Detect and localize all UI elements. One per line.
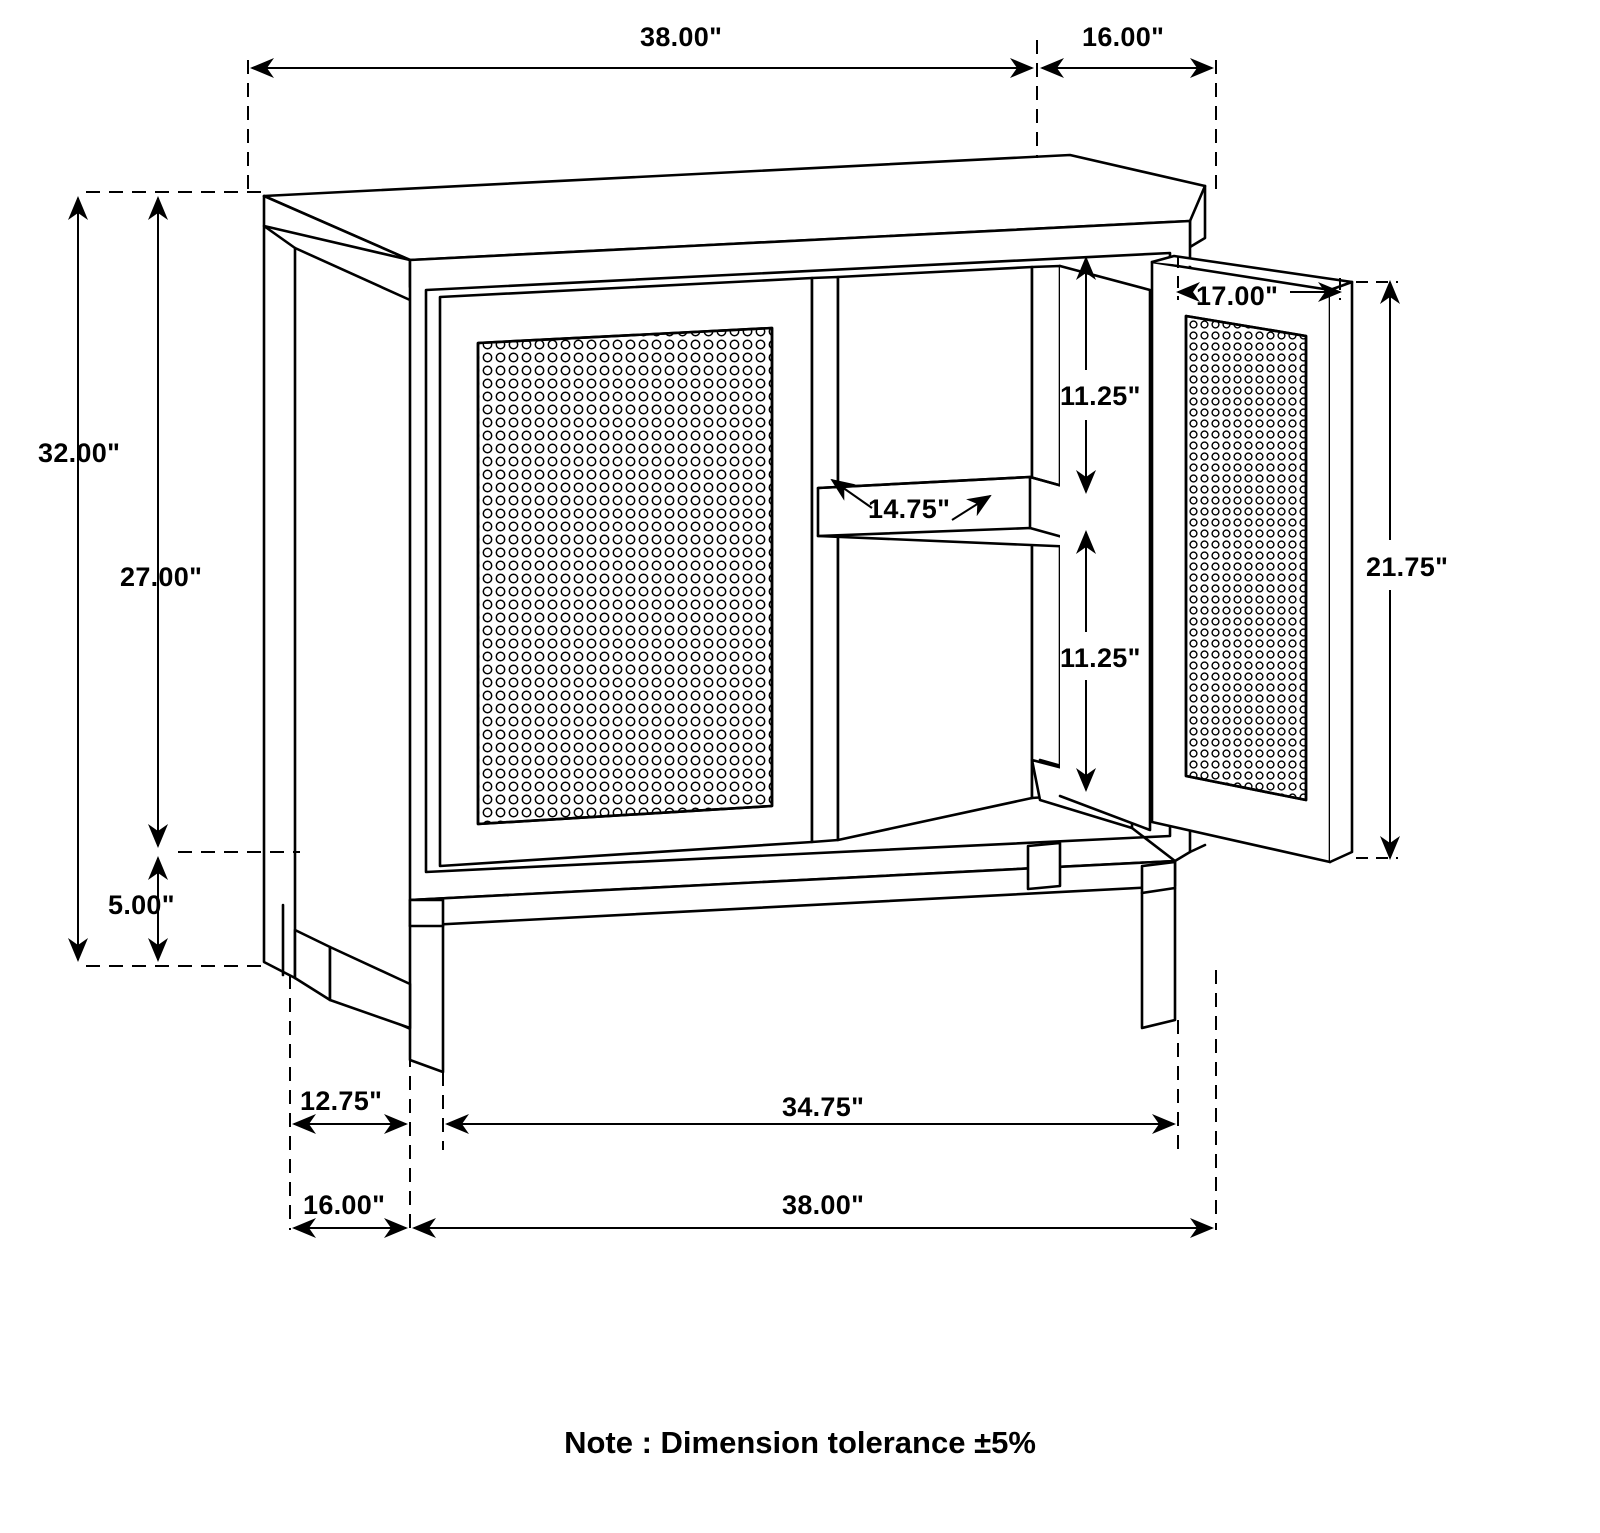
dim-label-body-height: 27.00" <box>120 562 203 592</box>
tolerance-note: Note : Dimension tolerance ±5% <box>564 1425 1036 1460</box>
left-door-closed <box>440 278 812 866</box>
cabinet-interior <box>812 266 1150 842</box>
dim-label-door-height: 21.75" <box>1366 552 1449 582</box>
cabinet-left-side <box>264 226 413 1030</box>
dim-label-overall-height: 32.00" <box>38 438 121 468</box>
right-door-open <box>1152 256 1352 862</box>
dim-label-compartment-upper: 11.25" <box>1060 381 1141 411</box>
dim-label-base-depth: 12.75" <box>300 1086 383 1116</box>
dim-label-bottom-width: 38.00" <box>782 1190 865 1220</box>
dim-label-base-width: 34.75" <box>782 1092 865 1122</box>
dim-label-bottom-depth: 16.00" <box>303 1190 386 1220</box>
dim-label-compartment-lower: 11.25" <box>1060 643 1141 673</box>
dim-label-leg-height: 5.00" <box>108 890 175 920</box>
dim-label-shelf-depth: 14.75" <box>868 494 951 524</box>
dim-label-door-width: 17.00" <box>1196 281 1279 311</box>
dim-label-top-width-main: 38.00" <box>640 22 723 52</box>
dim-label-top-depth: 16.00" <box>1082 22 1165 52</box>
